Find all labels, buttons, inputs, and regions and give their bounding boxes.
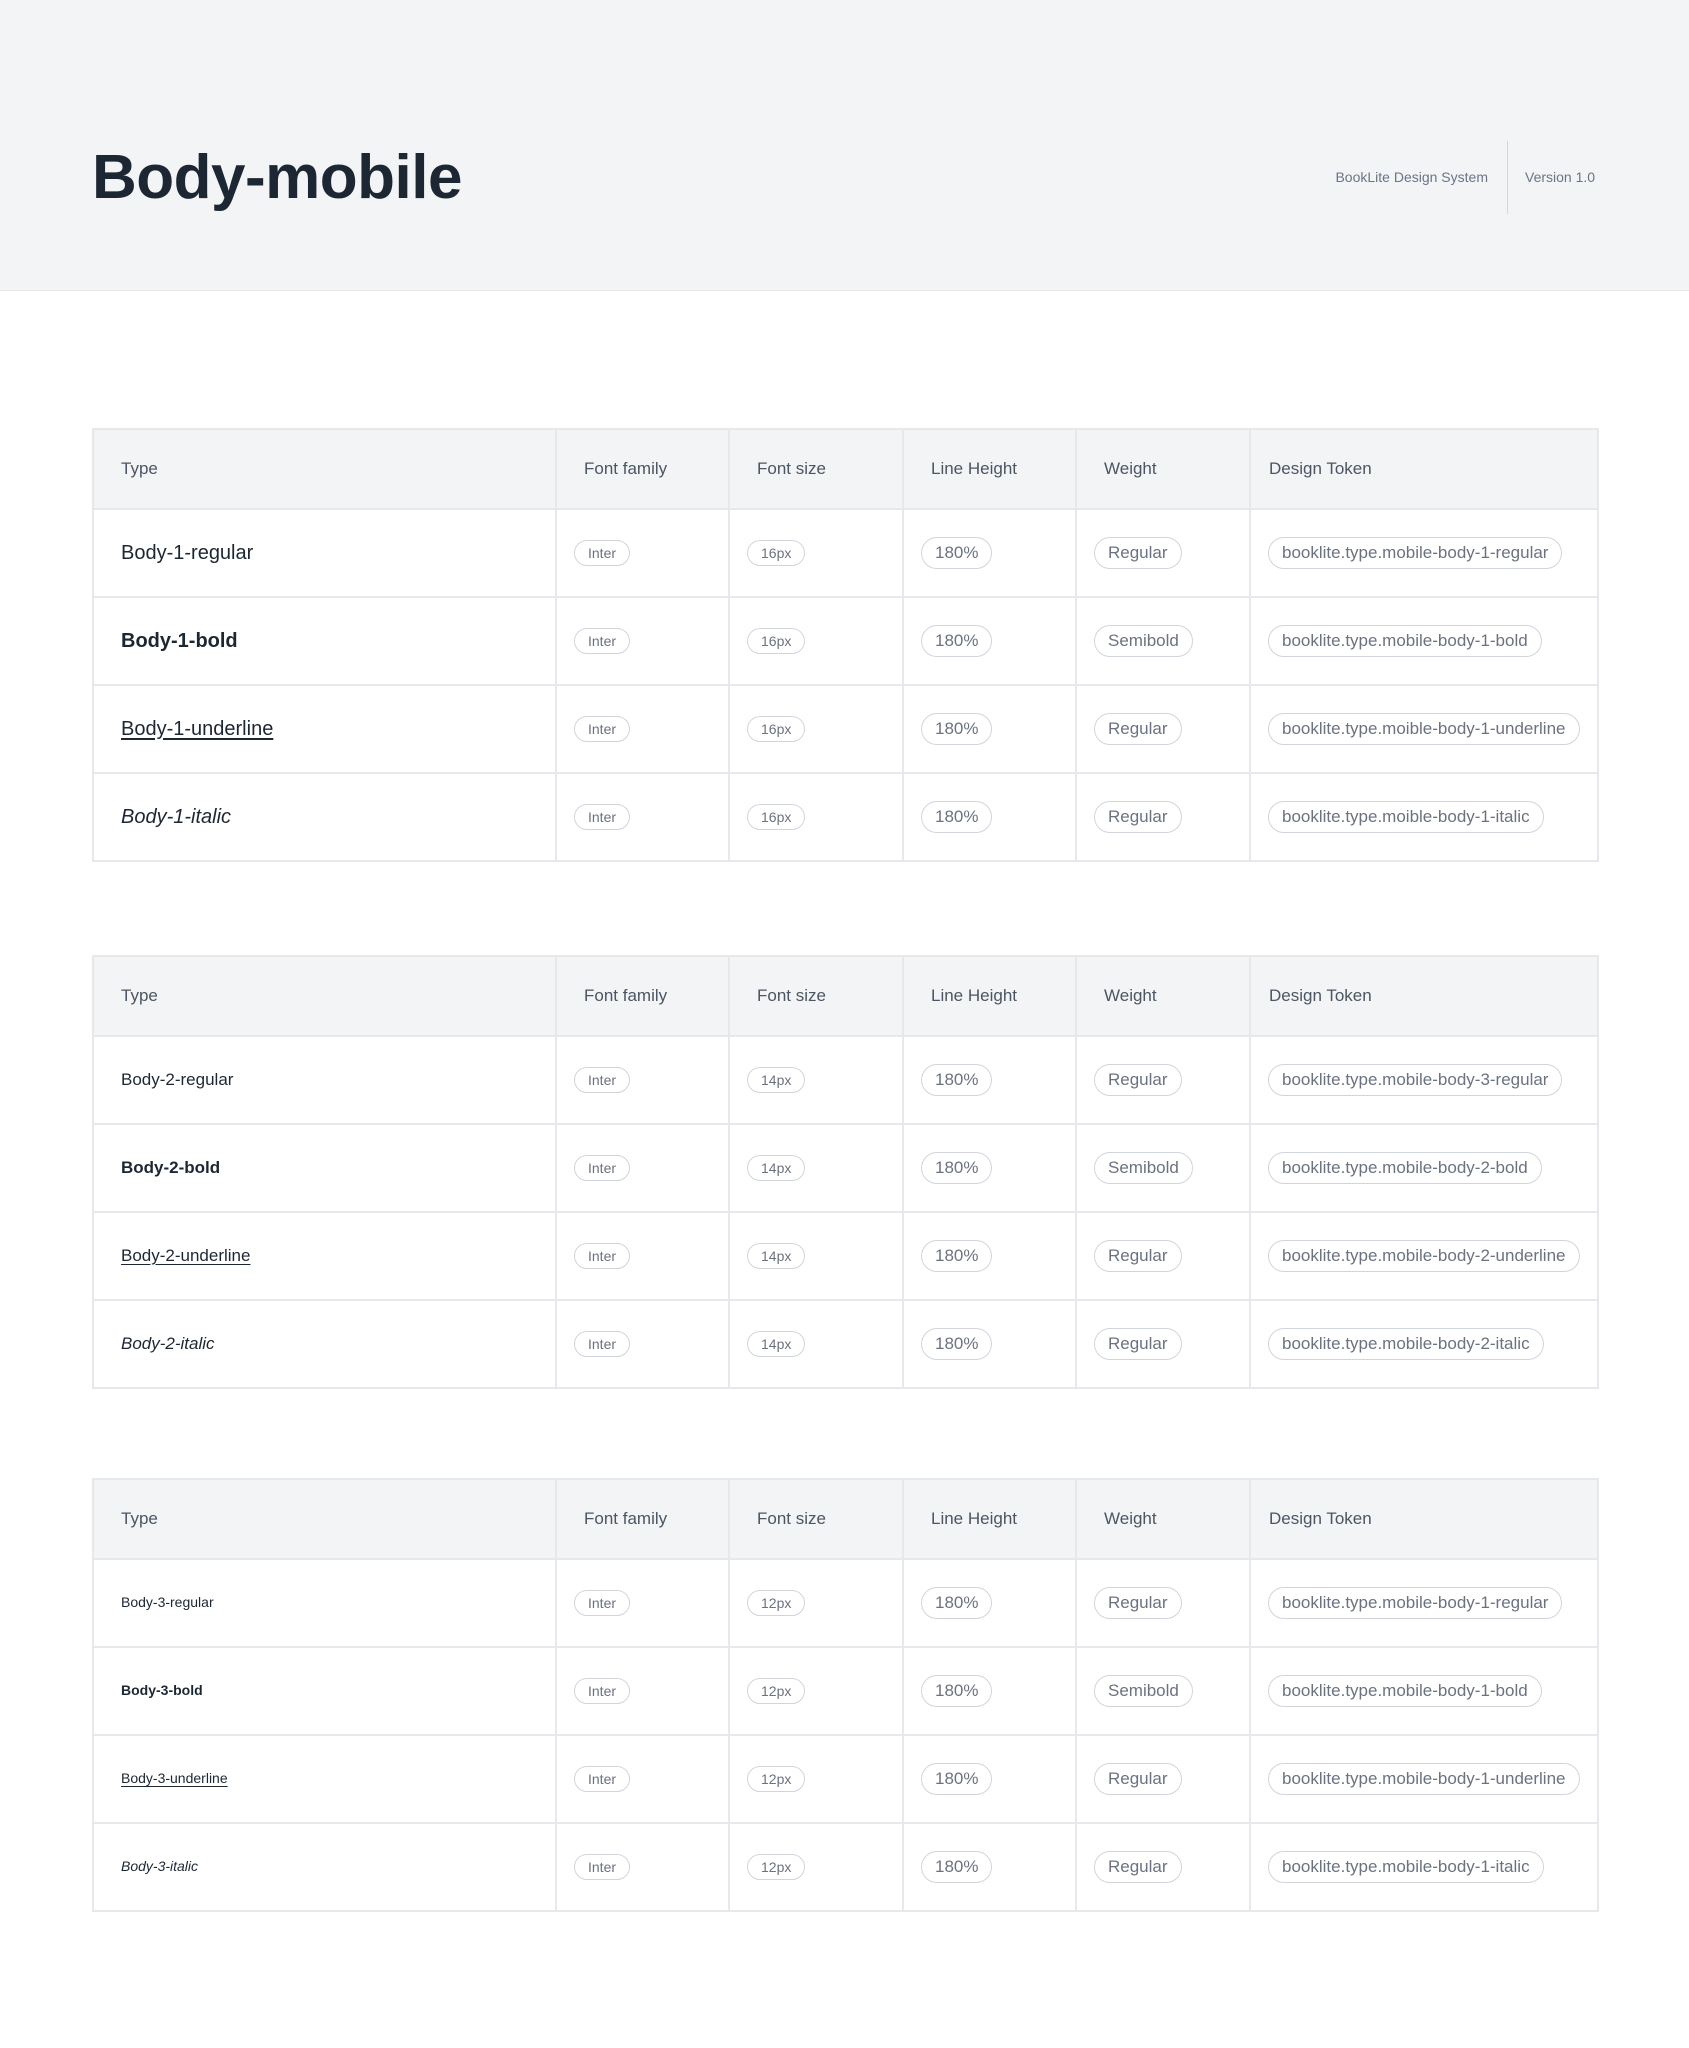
weight-pill: Regular xyxy=(1094,1240,1182,1272)
design-token-pill: booklite.type.mobile-body-2-bold xyxy=(1268,1152,1542,1184)
font-family-pill: Inter xyxy=(574,1243,630,1269)
font-size-pill: 14px xyxy=(747,1067,805,1093)
type-name: Body-1-italic xyxy=(121,805,232,828)
font-family-pill: Inter xyxy=(574,628,630,654)
type-table-body-3 xyxy=(92,1478,1599,1912)
weight-pill: Regular xyxy=(1094,1328,1182,1360)
line-height-pill: 180% xyxy=(921,1328,992,1360)
type-name: Body-2-underline xyxy=(121,1246,251,1265)
font-family-pill: Inter xyxy=(574,1331,630,1357)
line-height-pill: 180% xyxy=(921,1851,992,1883)
font-family-pill: Inter xyxy=(574,804,630,830)
table-row xyxy=(93,1647,1598,1735)
font-family-pill: Inter xyxy=(574,1678,630,1704)
type-name: Body-3-underline xyxy=(121,1770,228,1786)
design-token-pill: booklite.type.mobile-body-3-regular xyxy=(1268,1064,1562,1096)
col-header-weight: Weight xyxy=(1076,1479,1250,1559)
line-height-pill: 180% xyxy=(921,801,992,833)
line-height-pill: 180% xyxy=(921,1587,992,1619)
table-header-row xyxy=(93,956,1598,1036)
col-header-line-height: Line Height xyxy=(903,429,1076,509)
design-token-pill: booklite.type.mobile-body-1-italic xyxy=(1268,1851,1544,1883)
table-row xyxy=(93,1559,1598,1647)
weight-pill: Semibold xyxy=(1094,625,1193,657)
design-token-pill: booklite.type.mobile-body-1-bold xyxy=(1268,625,1542,657)
header-divider xyxy=(1507,141,1508,214)
line-height-pill: 180% xyxy=(921,1064,992,1096)
font-family-pill: Inter xyxy=(574,716,630,742)
design-token-pill: booklite.type.mobile-body-1-regular xyxy=(1268,537,1562,569)
type-name: Body-3-italic xyxy=(121,1858,199,1874)
table-row xyxy=(93,1300,1598,1388)
weight-pill: Regular xyxy=(1094,1851,1182,1883)
font-family-pill: Inter xyxy=(574,1155,630,1181)
weight-pill: Regular xyxy=(1094,1064,1182,1096)
table-row xyxy=(93,509,1598,597)
type-name: Body-2-bold xyxy=(121,1158,221,1177)
col-header-weight: Weight xyxy=(1076,956,1250,1036)
table-row xyxy=(93,1823,1598,1911)
line-height-pill: 180% xyxy=(921,537,992,569)
type-name: Body-1-underline xyxy=(121,717,274,740)
col-header-font-size: Font size xyxy=(729,429,903,509)
type-name: Body-3-bold xyxy=(121,1682,203,1698)
font-size-pill: 14px xyxy=(747,1243,805,1269)
design-token-pill: booklite.type.mobile-body-2-italic xyxy=(1268,1328,1544,1360)
col-header-type: Type xyxy=(93,429,556,509)
weight-pill: Regular xyxy=(1094,1587,1182,1619)
line-height-pill: 180% xyxy=(921,1763,992,1795)
line-height-pill: 180% xyxy=(921,1152,992,1184)
table-row xyxy=(93,597,1598,685)
design-token-pill: booklite.type.moible-body-1-italic xyxy=(1268,801,1544,833)
line-height-pill: 180% xyxy=(921,713,992,745)
col-header-design-token: Design Token xyxy=(1250,956,1598,1036)
font-size-pill: 12px xyxy=(747,1854,805,1880)
design-token-pill: booklite.type.moible-body-1-underline xyxy=(1268,713,1580,745)
type-name: Body-1-regular xyxy=(121,541,254,564)
col-header-font-family: Font family xyxy=(556,429,729,509)
font-size-pill: 12px xyxy=(747,1766,805,1792)
col-header-design-token: Design Token xyxy=(1250,1479,1598,1559)
font-size-pill: 16px xyxy=(747,540,805,566)
version-label: Version 1.0 xyxy=(1525,169,1596,185)
design-token-pill: booklite.type.mobile-body-1-underline xyxy=(1268,1763,1580,1795)
col-header-font-size: Font size xyxy=(729,956,903,1036)
font-family-pill: Inter xyxy=(574,1067,630,1093)
col-header-weight: Weight xyxy=(1076,429,1250,509)
font-family-pill: Inter xyxy=(574,1766,630,1792)
table-row xyxy=(93,685,1598,773)
font-size-pill: 12px xyxy=(747,1590,805,1616)
weight-pill: Semibold xyxy=(1094,1675,1193,1707)
font-family-pill: Inter xyxy=(574,1854,630,1880)
line-height-pill: 180% xyxy=(921,1675,992,1707)
col-header-font-family: Font family xyxy=(556,956,729,1036)
design-system-name: BookLite Design System xyxy=(1335,169,1488,185)
col-header-line-height: Line Height xyxy=(903,1479,1076,1559)
table-header-row xyxy=(93,429,1598,509)
font-size-pill: 14px xyxy=(747,1331,805,1357)
table-row xyxy=(93,1036,1598,1124)
col-header-design-token: Design Token xyxy=(1250,429,1598,509)
type-name: Body-1-bold xyxy=(121,629,238,652)
col-header-font-family: Font family xyxy=(556,1479,729,1559)
font-family-pill: Inter xyxy=(574,1590,630,1616)
col-header-type: Type xyxy=(93,956,556,1036)
page-title: Body-mobile xyxy=(92,143,462,212)
table-row xyxy=(93,1212,1598,1300)
design-token-pill: booklite.type.mobile-body-2-underline xyxy=(1268,1240,1580,1272)
col-header-line-height: Line Height xyxy=(903,956,1076,1036)
font-size-pill: 14px xyxy=(747,1155,805,1181)
weight-pill: Regular xyxy=(1094,713,1182,745)
line-height-pill: 180% xyxy=(921,625,992,657)
design-token-pill: booklite.type.mobile-body-1-bold xyxy=(1268,1675,1542,1707)
col-header-font-size: Font size xyxy=(729,1479,903,1559)
table-row xyxy=(93,1735,1598,1823)
font-size-pill: 16px xyxy=(747,628,805,654)
weight-pill: Regular xyxy=(1094,537,1182,569)
weight-pill: Regular xyxy=(1094,801,1182,833)
type-name: Body-2-regular xyxy=(121,1070,234,1089)
table-row xyxy=(93,1124,1598,1212)
weight-pill: Regular xyxy=(1094,1763,1182,1795)
design-token-pill: booklite.type.mobile-body-1-regular xyxy=(1268,1587,1562,1619)
font-size-pill: 16px xyxy=(747,804,805,830)
font-size-pill: 12px xyxy=(747,1678,805,1704)
type-name: Body-2-italic xyxy=(121,1334,215,1353)
type-table-body-2 xyxy=(92,955,1599,1389)
font-size-pill: 16px xyxy=(747,716,805,742)
weight-pill: Semibold xyxy=(1094,1152,1193,1184)
table-header-row xyxy=(93,1479,1598,1559)
table-row xyxy=(93,773,1598,861)
type-name: Body-3-regular xyxy=(121,1594,214,1610)
font-family-pill: Inter xyxy=(574,540,630,566)
page-header xyxy=(0,0,1689,291)
type-table-body-1 xyxy=(92,428,1599,862)
col-header-type: Type xyxy=(93,1479,556,1559)
line-height-pill: 180% xyxy=(921,1240,992,1272)
